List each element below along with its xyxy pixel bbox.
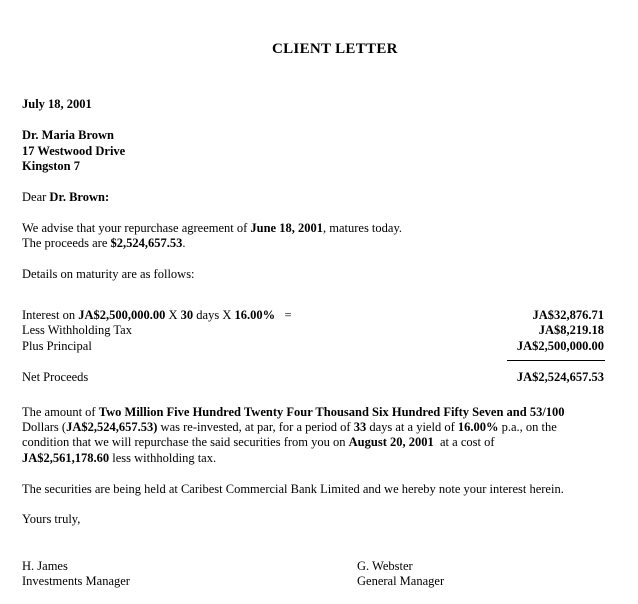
signatory-title: General Manager [357, 574, 445, 588]
reinvest-line-2: Dollars (JA$2,524,657.53) was re-invested, at par, for a period of 33 days at a yield of 16.00% p.a., on the [22, 420, 557, 434]
recipient-street: 17 Westwood Drive [22, 144, 126, 158]
tax-row-amount: JA$8,219.18 [538, 323, 604, 337]
net-row-label: Net Proceeds [22, 370, 89, 384]
reinvest-line-1: The amount of Two Million Five Hundred Twenty Four Thousand Six Hundred Fifty Seven and 53/100 [22, 405, 565, 419]
securities-held-note: The securities are being held at Caribest Commercial Bank Limited and we hereby note your interest herein. [22, 482, 564, 496]
net-row-amount: JA$2,524,657.53 [516, 370, 604, 384]
closing: Yours truly, [22, 512, 81, 526]
letter-date: July 18, 2001 [22, 97, 92, 111]
principal-row-label: Plus Principal [22, 339, 92, 353]
salutation: Dear Dr. Brown: [22, 190, 110, 204]
recipient-name: Dr. Maria Brown [22, 128, 115, 142]
interest-row-label: Interest on JA$2,500,000.00 X 30 days X 16.00% = [22, 308, 292, 322]
total-rule [507, 360, 605, 361]
signatory-title: Investments Manager [22, 574, 130, 588]
signatory-name: G. Webster [357, 559, 413, 573]
principal-row-amount: JA$2,500,000.00 [516, 339, 604, 353]
advise-line-2: The proceeds are $2,524,657.53. [22, 236, 186, 250]
reinvest-line-3: condition that we will repurchase the said securities from you on August 20, 2001 at a cost of [22, 435, 495, 449]
reinvest-line-4: JA$2,561,178.60 less withholding tax. [22, 451, 217, 465]
interest-row-amount: JA$32,876.71 [532, 308, 604, 322]
advise-line-1: We advise that your repurchase agreement of June 18, 2001, matures today. [22, 221, 403, 235]
details-intro: Details on maturity are as follows: [22, 267, 195, 281]
tax-row-label: Less Withholding Tax [22, 323, 132, 337]
recipient-city: Kingston 7 [22, 159, 81, 173]
signatory-name: H. James [22, 559, 68, 573]
page-title: CLIENT LETTER [272, 41, 398, 57]
